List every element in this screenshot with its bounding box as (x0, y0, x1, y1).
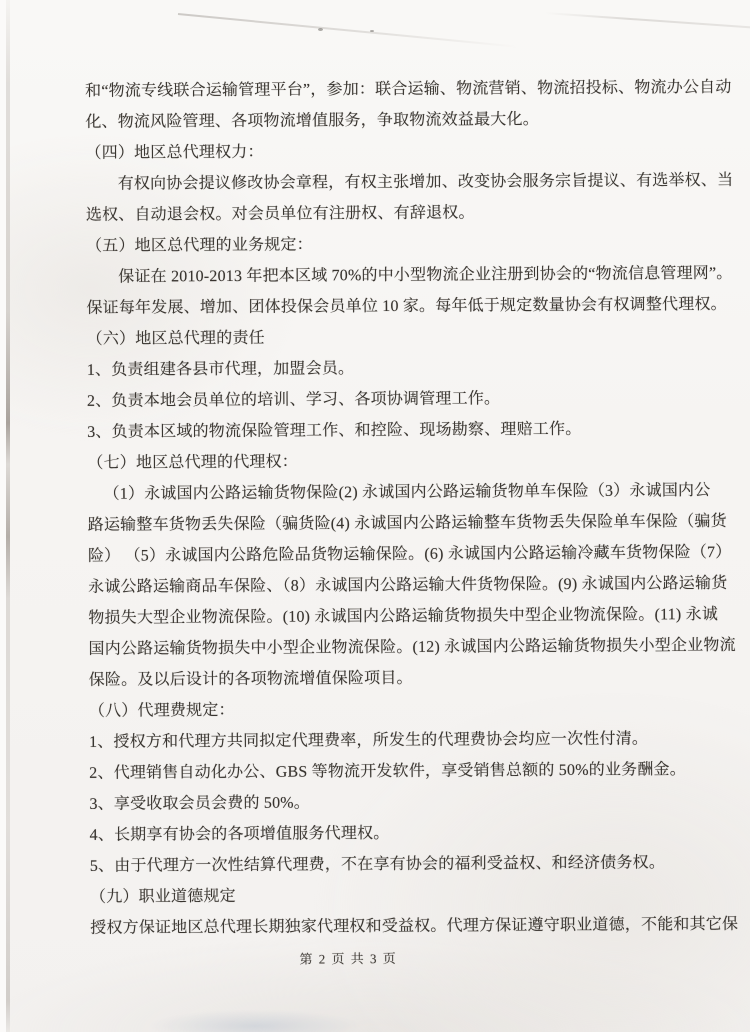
section-heading: （九）职业道德规定 (89, 887, 236, 906)
page-footer: 第 2 页 共 3 页 (299, 950, 398, 967)
text-line: 保证每年发展、增加、团体投保会员单位 10 家。每年低于规定数量协会有权调整代理权。 (86, 295, 727, 317)
list-item: 1、授权方和代理方共同拟定代理费率，所发生的代理费协会均应一次性付清。 (89, 730, 649, 751)
section-heading: （五）地区总代理的业务规定： (85, 236, 313, 255)
section-heading: （八）代理费规定： (88, 701, 235, 720)
text-line: 选权、自动退会权。对会员单位有注册权、有辞退权。 (85, 204, 475, 224)
text-line: 授权方保证地区总代理长期独家代理权和受益权。代理方保证遵守职业道德，不能和其它保 (90, 915, 739, 937)
paper-crease-line (178, 13, 517, 48)
text-line: 国内公路运输货物损失中小型企业物流保险。(12) 永诚国内公路运输货物损失小型企业物流 (88, 636, 736, 658)
list-item: 4、长期享有协会的各项增值服务代理权。 (89, 825, 390, 844)
text-line: 路运输整车货物丢失保险（骗货险(4) 永诚国内公路运输整车货物丢失保险单车保险（骗货 (87, 512, 727, 534)
text-line: 保险。及以后设计的各项物流增值保险项目。 (88, 669, 413, 689)
list-item: 3、享受收取会员会费的 50%。 (89, 794, 311, 813)
paper-crease-line-right (545, 12, 750, 29)
list-item: 5、由于代理方一次性结算代理费，不在享有协会的福利受益权、和经济债务权。 (89, 854, 666, 875)
text-line: 保证在 2010-2013 年把本区域 70%的中小型物流企业注册到协会的“物流信息管理网”。 (118, 264, 733, 286)
scan-left-edge-shadow (6, 0, 10, 1032)
list-item: 2、负责本地会员单位的培训、学习、各项协调管理工作。 (86, 390, 501, 410)
text-line: 有权向协会提议修改协会章程，有权主张增加、改变协会服务宗旨提议、有选举权、当 (117, 171, 734, 193)
text-line: 永诚公路运输商品车保险、（8）永诚国内公路运输大件货物保险。(9) 永诚国内公路运输货 (88, 574, 728, 596)
scan-speck (318, 28, 323, 31)
list-item: 3、负责本区域的物流保险管理工作、和控险、现场勘察、理赔工作。 (87, 420, 582, 441)
text-line: 和“物流专线联合运输管理平台”，参加：联合运输、物流营销、物流招投标、物流办公自动 (85, 78, 732, 100)
section-heading: （四）地区总代理权力： (85, 143, 264, 162)
text-line: 物损失大型企业物流保险。(10) 永诚国内公路运输货物损失中型企业物流保险。(11) 永诚 (88, 606, 719, 627)
list-item: 1、负责组建各县市代理，加盟会员。 (86, 360, 355, 379)
section-heading: （六）地区总代理的责任 (86, 329, 265, 348)
document-body (85, 72, 739, 969)
text-line: （1）永诚国内公路运输货物保险(2) 永诚国内公路运输货物单车保险（3）永诚国内公 (103, 482, 711, 503)
scan-speck (370, 30, 374, 32)
text-line: 险） （5）永诚国内公路危险品货物运输保险。(6) 永诚国内公路运输冷藏车货物保险（7） (87, 543, 732, 565)
list-item: 2、代理销售自动化办公、GBS 等物流开发软件，享受销售总额的 50%的业务酬金。 (89, 761, 686, 782)
text-line: 化、物流风险管理、各项物流增值服务，争取物流效益最大化。 (85, 111, 539, 131)
section-heading: （七）地区总代理的代理权： (87, 453, 299, 472)
